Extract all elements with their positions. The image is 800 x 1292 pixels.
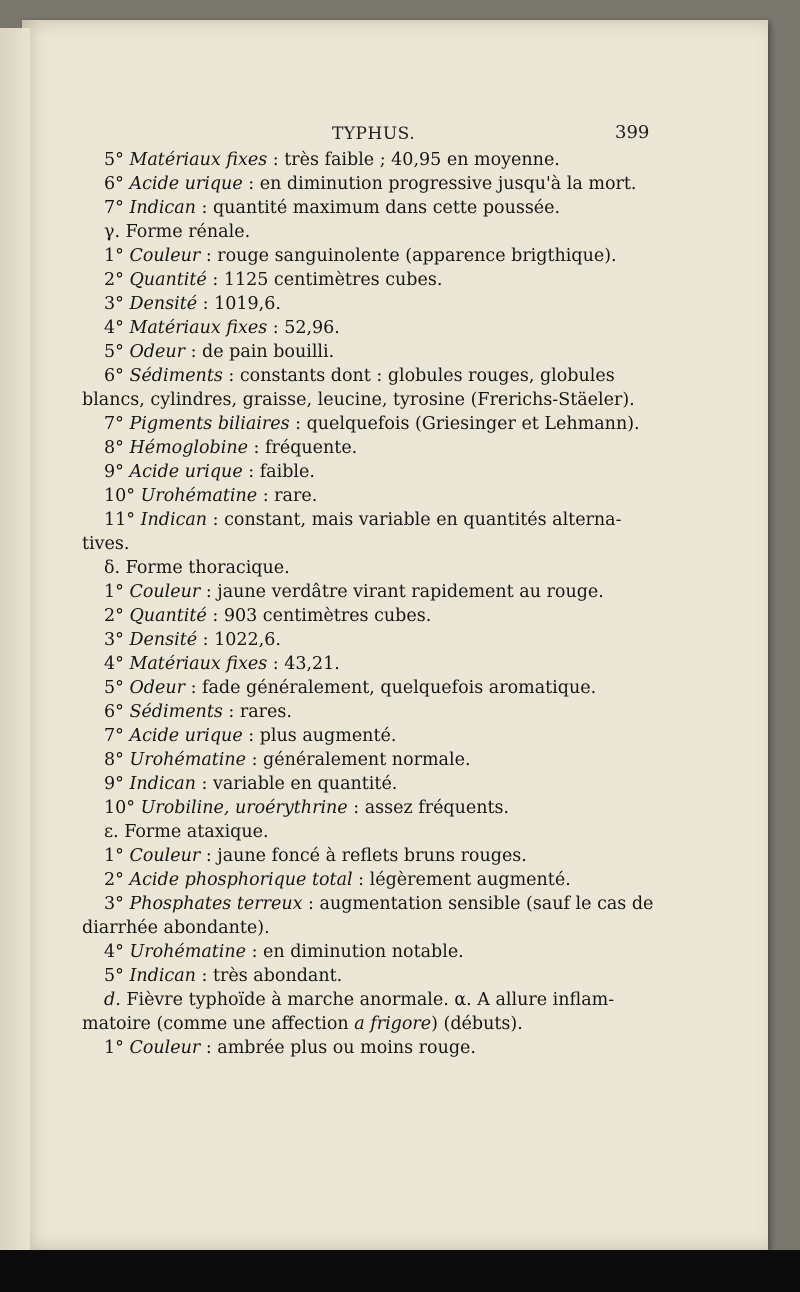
- text-line: diarrhée abondante).: [82, 918, 270, 938]
- text-line: tives.: [82, 534, 130, 554]
- text-line: γ. Forme rénale.: [104, 222, 251, 242]
- text-line: 8° Hémoglobine : fréquente.: [104, 438, 358, 458]
- text-line: 5° Indican : très abondant.: [104, 966, 343, 986]
- text-line: 1° Couleur : jaune verdâtre virant rapidement au rouge.: [104, 582, 604, 602]
- text-line: 10° Urobiline, uroérythrine : assez fréquents.: [104, 798, 510, 818]
- text-line: 6° Sédiments : constants dont : globules rouges, globules: [104, 366, 615, 386]
- text-line: 4° Urohématine : en diminution notable.: [104, 942, 464, 962]
- text-line: 11° Indican : constant, mais variable en quantités alterna-: [104, 510, 622, 530]
- text-line: blancs, cylindres, graisse, leucine, tyrosine (Frerichs-Stäeler).: [82, 390, 635, 410]
- text-line: 5° Matériaux fixes : très faible ; 40,95 en moyenne.: [104, 150, 560, 170]
- text-line: 1° Couleur : ambrée plus ou moins rouge.: [104, 1038, 476, 1058]
- text-line: 10° Urohématine : rare.: [104, 486, 318, 506]
- running-title: TYPHUS.: [332, 124, 416, 144]
- text-line: 7° Pigments biliaires : quelquefois (Griesinger et Lehmann).: [104, 414, 640, 434]
- text-line: 9° Indican : variable en quantité.: [104, 774, 398, 794]
- page-edge: [0, 28, 30, 1252]
- page-header: [0, 120, 800, 148]
- text-line: 5° Odeur : fade généralement, quelquefois aromatique.: [104, 678, 597, 698]
- text-line: 9° Acide urique : faible.: [104, 462, 315, 482]
- text-line: 1° Couleur : jaune foncé à reflets bruns rouges.: [104, 846, 527, 866]
- text-line: δ. Forme thoracique.: [104, 558, 290, 578]
- text-line: 7° Acide urique : plus augmenté.: [104, 726, 397, 746]
- text-line: 2° Acide phosphorique total : légèrement augmenté.: [104, 870, 571, 890]
- scan-bottom-border: [0, 1250, 800, 1292]
- text-line: ε. Forme ataxique.: [104, 822, 269, 842]
- text-line: 3° Densité : 1019,6.: [104, 294, 281, 314]
- text-line: 6° Sédiments : rares.: [104, 702, 292, 722]
- text-line: 4° Matériaux fixes : 43,21.: [104, 654, 340, 674]
- text-line: 2° Quantité : 1125 centimètres cubes.: [104, 270, 443, 290]
- text-line: 3° Densité : 1022,6.: [104, 630, 281, 650]
- text-line: 4° Matériaux fixes : 52,96.: [104, 318, 340, 338]
- page-number: 399: [615, 122, 650, 143]
- text-line: 8° Urohématine : généralement normale.: [104, 750, 471, 770]
- text-line: 2° Quantité : 903 centimètres cubes.: [104, 606, 432, 626]
- text-line: 5° Odeur : de pain bouilli.: [104, 342, 335, 362]
- text-line: 3° Phosphates terreux : augmentation sensible (sauf le cas de: [104, 894, 654, 914]
- text-line: d. Fièvre typhoïde à marche anormale. α. A allure inflam-: [104, 990, 615, 1010]
- text-line: 7° Indican : quantité maximum dans cette poussée.: [104, 198, 561, 218]
- text-line: matoire (comme une affection a frigore) (débuts).: [82, 1014, 523, 1034]
- text-line: 1° Couleur : rouge sanguinolente (apparence brigthique).: [104, 246, 617, 266]
- text-line: 6° Acide urique : en diminution progressive jusqu'à la mort.: [104, 174, 637, 194]
